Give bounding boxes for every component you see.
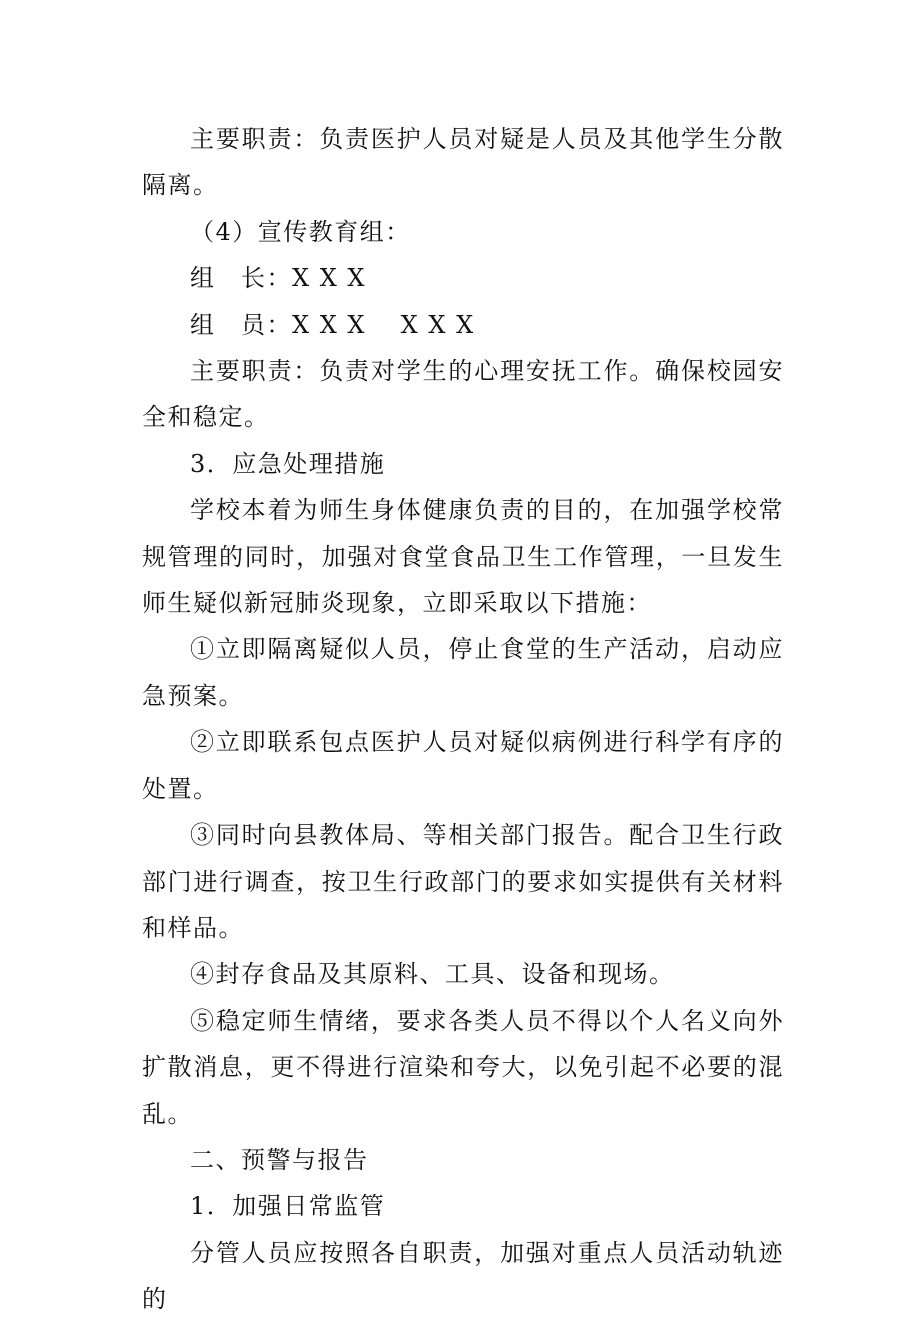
paragraph-section-3-heading: 3．应急处理措施 <box>190 449 386 478</box>
paragraph-group-leader: 组 长：X X X <box>190 264 367 293</box>
paragraph-duties-medical: 主要职责：负责医护人员对疑是人员及其他学生分散隔离。 <box>142 125 784 200</box>
document-body <box>142 116 784 1323</box>
paragraph-section-2-heading: 二、预警与报告 <box>190 1145 369 1174</box>
paragraph-measures-intro: 学校本着为师生身体健康负责的目的，在加强学校常规管理的同时，加强对食堂食品卫生工作管理，一旦发生师生疑似新冠肺炎现象，立即采取以下措施： <box>142 496 784 618</box>
paragraph-subsection-1-heading: 1．加强日常监管 <box>190 1192 386 1221</box>
paragraph-duties-publicity: 主要职责：负责对学生的心理安抚工作。确保校园安全和稳定。 <box>142 357 784 432</box>
paragraph-measure-3: ③同时向县教体局、等相关部门报告。配合卫生行政部门进行调查，按卫生行政部门的要求如实提供有关材料和样品。 <box>142 821 784 942</box>
paragraph-supervision: 分管人员应按照各自职责，加强对重点人员活动轨迹的 <box>142 1238 784 1314</box>
paragraph-group-4-heading: （4）宣传教育组： <box>190 217 411 246</box>
paragraph-measure-2: ②立即联系包点医护人员对疑似病例进行科学有序的处置。 <box>142 728 784 803</box>
paragraph-group-members: 组 员：X X X X X X <box>190 310 475 339</box>
paragraph-measure-1: ①立即隔离疑似人员，停止食堂的生产活动，启动应急预案。 <box>142 635 784 710</box>
paragraph-measure-5: ⑤稳定师生情绪，要求各类人员不得以个人名义向外扩散消息，更不得进行渲染和夸大，以免引起不必要的混乱。 <box>142 1006 784 1128</box>
paragraph-measure-4: ④封存食品及其原料、工具、设备和现场。 <box>190 960 675 989</box>
